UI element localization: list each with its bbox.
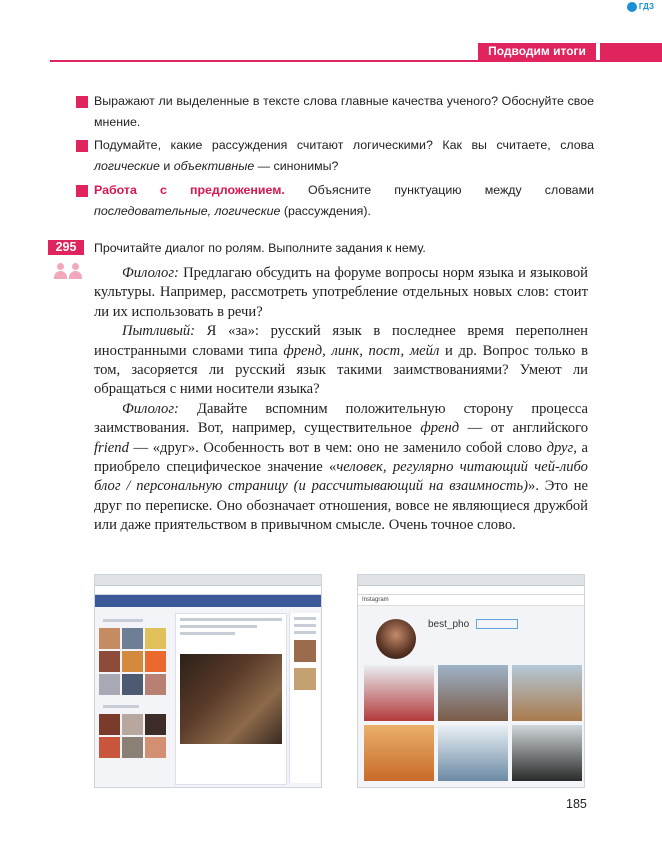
dialog-paragraph-2: Пытливый: Я «за»: русский язык в последнее время переполнен иностранными словами типа френд, линк, пост, мейл и др. Вопрос только в том, засоряется ли русский язык такими заимствованиями? Умеют ли обращаться с ними носители языка? [94,323,588,398]
fb-header [95,595,321,607]
page-number: 185 [566,797,587,811]
ig-logo: Instagram [358,595,584,606]
fb-post [175,613,287,785]
task-marker-2 [76,140,88,152]
fb-friends-panel [99,615,169,758]
facebook-screenshot [94,574,322,788]
corner-logo: ГДЗ [627,2,654,12]
logo-icon [627,2,637,12]
fb-post-photo [180,654,282,744]
section-header: Подводим итоги [478,43,596,60]
dialog-text [94,264,588,536]
ig-avatar [376,619,416,659]
task-marker-1 [76,96,88,108]
instagram-screenshot [357,574,585,788]
header-divider [50,60,662,62]
task-1: Выражают ли выделенные в тексте слова главные качества ученого? Обоснуйте свое мнение. [94,94,594,129]
exercise-number: 295 [48,240,84,255]
ig-photo-grid [364,665,582,781]
dialog-paragraph-3: Филолог: Давайте вспомним положительную сторону процесса заимствования. Вот, например, существительное френд — от английского friend — «друг». Особенность вот в чем: оно не заменило собой слово друг, а приобрело специфическое значение «человек, регулярно читающий чей-либо блог / персональную страницу (и рассчитывающий на взаимность)». Это не друг по переписке. Оно обозначает отношения, вовсе не являющиеся дружбой или даже приятельством в привычном смысле. Очень точное слово. [94,400,588,534]
ig-follow-button [476,619,518,629]
fb-right-column [289,613,320,783]
header-bar-end [600,43,662,60]
task-3: Работа с предложением. Объясните пунктуацию между словами последовательные, логические (рассуждения). [94,183,595,218]
dialog-paragraph-1: Филолог: Предлагаю обсудить на форуме вопросы норм языка и языковой культуры. Например, рассмотреть употребление отдельных новых слов: стоит ли их использовать в речи? [94,265,588,320]
task-marker-3 [76,185,88,197]
pair-work-icon [52,261,84,279]
ig-username: best_pho [428,619,470,630]
exercise-instruction: Прочитайте диалог по ролям. Выполните задания к нему. [94,241,426,255]
task-2: Подумайте, какие рассуждения считают логическими? Как вы считаете, слова логические и объективные — синонимы? [94,138,594,173]
